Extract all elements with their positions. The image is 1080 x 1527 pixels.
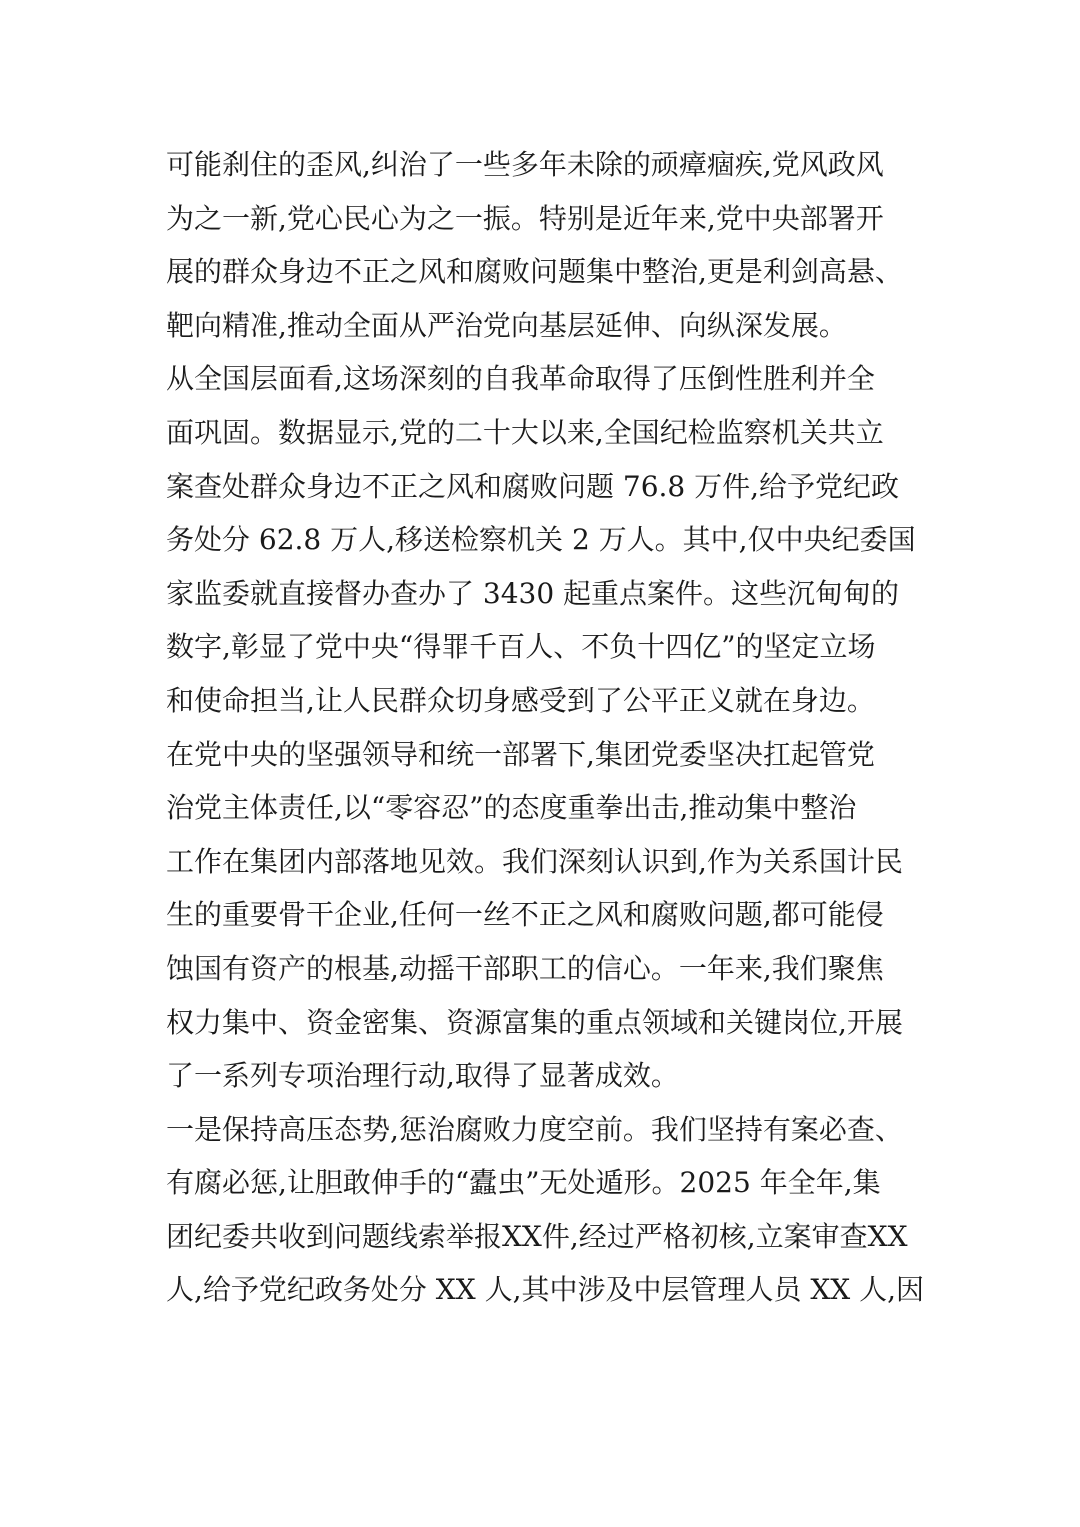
text-line: 工作在集团内部落地见效。我们深刻认识到,作为关系国计民 [166,844,903,878]
text-line: 为之一新,党心民心为之一振。特别是近年来,党中央部署开 [166,201,884,235]
text-line: 和使命担当,让人民群众切身感受到了公平正义就在身边。 [166,683,875,717]
text-line: 权力集中、资金密集、资源富集的重点领域和关键岗位,开展 [166,1005,903,1039]
text-line: 一是保持高压态势,惩治腐败力度空前。我们坚持有案必查、 [166,1112,903,1146]
text-line: 靶向精准,推动全面从严治党向基层延伸、向纵深发展。 [166,308,847,342]
text-line: 数字,彰显了党中央“得罪千百人、不负十四亿”的坚定立场 [166,630,876,664]
text-line: 在党中央的坚强领导和统一部署下,集团党委坚决扛起管党 [166,737,875,771]
text-line: 案查处群众身边不正之风和腐败问题 76.8 万件,给予党纪政 [166,469,900,503]
text-line: 团纪委共收到问题线索举报XX件,经过严格初核,立案审查XX [166,1219,908,1253]
text-line: 展的群众身边不正之风和腐败问题集中整治,更是利剑高悬、 [166,255,903,289]
text-line: 治党主体责任,以“零容忍”的态度重拳出击,推动集中整治 [166,791,857,825]
text-line: 人,给予党纪政务处分 XX 人,其中涉及中层管理人员 XX 人,因 [166,1273,925,1307]
text-line: 务处分 62.8 万人,移送检察机关 2 万人。其中,仅中央纪委国 [166,523,916,557]
text-line: 从全国层面看,这场深刻的自我革命取得了压倒性胜利并全 [166,362,875,396]
body-text [166,138,946,1317]
text-line: 蚀国有资产的根基,动摇干部职工的信心。一年来,我们聚焦 [166,951,884,985]
text-line: 了一系列专项治理行动,取得了显著成效。 [166,1059,679,1093]
text-line: 可能刹住的歪风,纠治了一些多年未除的顽瘴痼疾,党风政风 [166,148,884,181]
text-line: 生的重要骨干企业,任何一丝不正之风和腐败问题,都可能侵 [166,898,884,932]
text-line: 面巩固。数据显示,党的二十大以来,全国纪检监察机关共立 [166,415,884,449]
text-line: 家监委就直接督办查办了 3430 起重点案件。这些沉甸甸的 [166,576,900,610]
text-line: 有腐必惩,让胆敢伸手的“蠹虫”无处遁形。2025 年全年,集 [166,1166,881,1200]
